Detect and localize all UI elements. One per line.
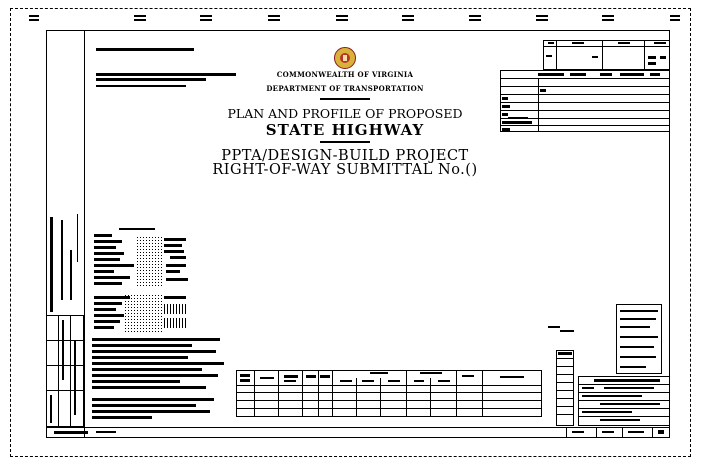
legend-hatch [164,318,186,328]
table-line [556,366,574,367]
text-block [240,374,250,377]
table-line [578,400,670,401]
tick-mark [134,19,146,21]
text-block [240,379,250,382]
table-line [70,315,71,427]
text-block [618,42,630,44]
table-line [500,110,670,111]
note-line [92,398,214,401]
text-block [600,73,612,76]
text-block [658,430,664,434]
text-block [594,379,660,382]
tick-mark [602,15,614,17]
table-line [543,46,670,47]
table-line [622,428,623,438]
text-block [560,330,574,332]
vertical-text-block [77,214,78,262]
submittal-title: RIGHT-OF-WAY SUBMITTAL No.() [212,162,478,178]
text-block [164,244,182,247]
text-block [170,256,186,259]
note-line [92,356,188,359]
table-line [578,416,670,417]
text-block [166,270,180,273]
text-block [284,375,298,378]
table-line [380,378,381,417]
table-line [500,94,670,95]
divider [320,141,370,143]
text-block [94,258,120,261]
table-line [500,78,670,79]
text-block [94,276,130,279]
table-line [356,378,357,417]
table-line [556,374,574,375]
vertical-text-block [70,250,72,300]
text-block [620,310,658,312]
text-block [260,377,274,379]
text-block [96,85,186,87]
table-line [596,428,597,438]
text-block [650,73,660,76]
bottom-border-line [46,427,670,428]
table-line [456,370,457,417]
tick-mark [536,15,548,17]
text-block [572,431,584,433]
text-block [94,252,124,255]
text-block [620,356,656,358]
text-block [620,318,656,320]
vertical-text-block [50,395,52,423]
table-line [236,400,542,401]
table-line [556,358,574,359]
tick-mark [29,15,39,17]
note-line [92,344,192,347]
tick-mark [670,19,680,21]
table-line [578,384,670,385]
table-line [538,78,539,132]
plan-title: PLAN AND PROFILE OF PROPOSED [227,106,463,121]
text-block [620,326,650,328]
text-block [94,246,116,249]
text-block [654,42,666,44]
text-block [388,380,400,382]
text-block [620,73,644,76]
table-line [556,414,574,415]
text-block [166,264,186,267]
text-block [620,346,654,348]
tick-mark [200,19,212,21]
table-line [278,370,279,417]
tick-mark [402,19,414,21]
tick-mark [29,19,39,21]
table-line [58,315,59,427]
legend-hatch [164,304,186,314]
note-line [92,380,180,383]
table-line [46,340,84,341]
text-block [648,56,656,59]
text-block [306,375,316,378]
approval-block [616,304,662,374]
text-block [94,296,130,299]
table-line [556,406,574,407]
text-block [572,42,584,44]
text-block [94,282,122,285]
note-line [92,416,152,419]
text-block [94,326,114,329]
text-block [166,278,188,281]
tick-mark [602,19,614,21]
location-map [124,294,164,334]
tick-mark [402,15,414,17]
table-line [602,40,603,70]
text-block [284,380,296,382]
text-block [340,380,352,382]
text-block [420,372,442,374]
vertical-text-block [50,217,53,312]
text-block [362,380,374,382]
text-block [94,240,122,243]
text-block [600,419,640,421]
text-block [548,42,554,44]
text-block [600,403,660,405]
table-line [644,40,645,70]
vertical-text-block [74,340,76,415]
text-block [94,264,134,267]
note-line [92,350,216,353]
text-block [94,234,112,237]
text-block [620,336,658,338]
text-block [96,48,194,51]
project-data-table [236,370,542,417]
tick-mark [336,19,348,21]
left-margin-line [84,30,85,438]
tick-mark [134,15,146,17]
note-line [92,368,202,371]
table-line [406,370,407,417]
tick-mark [268,15,280,17]
tick-mark [268,19,280,21]
tick-mark [336,15,348,17]
text-block [558,352,572,355]
text-block [648,62,656,65]
text-block [602,431,614,433]
state-highway-title: STATE HIGHWAY [265,121,425,139]
text-block [94,270,114,273]
note-line [92,362,224,365]
location-map [136,236,164,286]
text-block [508,117,528,119]
table-line [500,102,670,103]
text-block [94,314,124,317]
table-line [500,86,670,87]
text-block [502,113,508,116]
text-block [96,431,116,433]
table-line [430,378,431,417]
tick-mark [536,19,548,21]
text-block [538,73,564,76]
text-block [546,55,552,57]
table-line [652,428,653,438]
text-block [628,431,644,433]
text-block [540,89,546,92]
text-block [502,105,510,108]
note-line [92,404,196,407]
table-line [578,392,670,393]
text-block [94,320,120,323]
text-block [660,56,666,59]
virginia-seal-icon [334,47,356,69]
text-block [320,375,330,378]
text-block [620,366,646,368]
project-type-title: PPTA/DESIGN-BUILD PROJECT [221,148,469,164]
table-line [302,370,303,417]
commonwealth-heading: COMMONWEALTH OF VIRGINIA [276,70,414,79]
text-block [582,411,632,413]
table-line [332,370,333,417]
text-block [592,56,598,58]
text-block [164,250,184,253]
table-line [254,370,255,417]
text-block [94,302,122,305]
text-block [96,78,206,81]
table-line [556,40,557,70]
text-block [502,121,532,124]
text-block [548,326,560,328]
text-block [582,395,642,397]
department-heading: DEPARTMENT OF TRANSPORTATION [266,84,424,93]
tick-mark [469,19,481,21]
table-line [236,392,542,393]
text-block [604,387,654,389]
text-block [570,73,586,76]
tick-mark [200,15,212,17]
text-block [94,308,116,311]
table-line [556,390,574,391]
text-block [119,228,155,230]
text-block [462,375,474,377]
table-line [578,408,670,409]
note-line [92,338,220,341]
vertical-text-block [62,320,64,380]
text-block [54,431,88,434]
tick-mark [670,15,680,17]
text-block [370,372,388,374]
text-block [164,296,186,299]
table-line [556,398,574,399]
divider [320,98,370,100]
note-line [92,386,206,389]
text-block [164,238,186,241]
table-line [236,408,542,409]
note-line [92,374,218,377]
text-block [502,97,508,100]
table-line [500,125,670,126]
table-line [556,382,574,383]
text-block [500,376,524,378]
table-line [46,365,84,366]
revision-block [543,40,670,70]
note-line [92,410,210,413]
table-line [566,428,567,438]
text-block [502,128,510,131]
text-block [438,380,450,382]
tick-mark [469,15,481,17]
table-line [236,385,542,386]
table-line [482,370,483,417]
table-line [46,390,84,391]
table-line [318,370,319,417]
text-block [414,380,424,382]
text-block [582,387,594,389]
vertical-text-block [61,220,63,300]
